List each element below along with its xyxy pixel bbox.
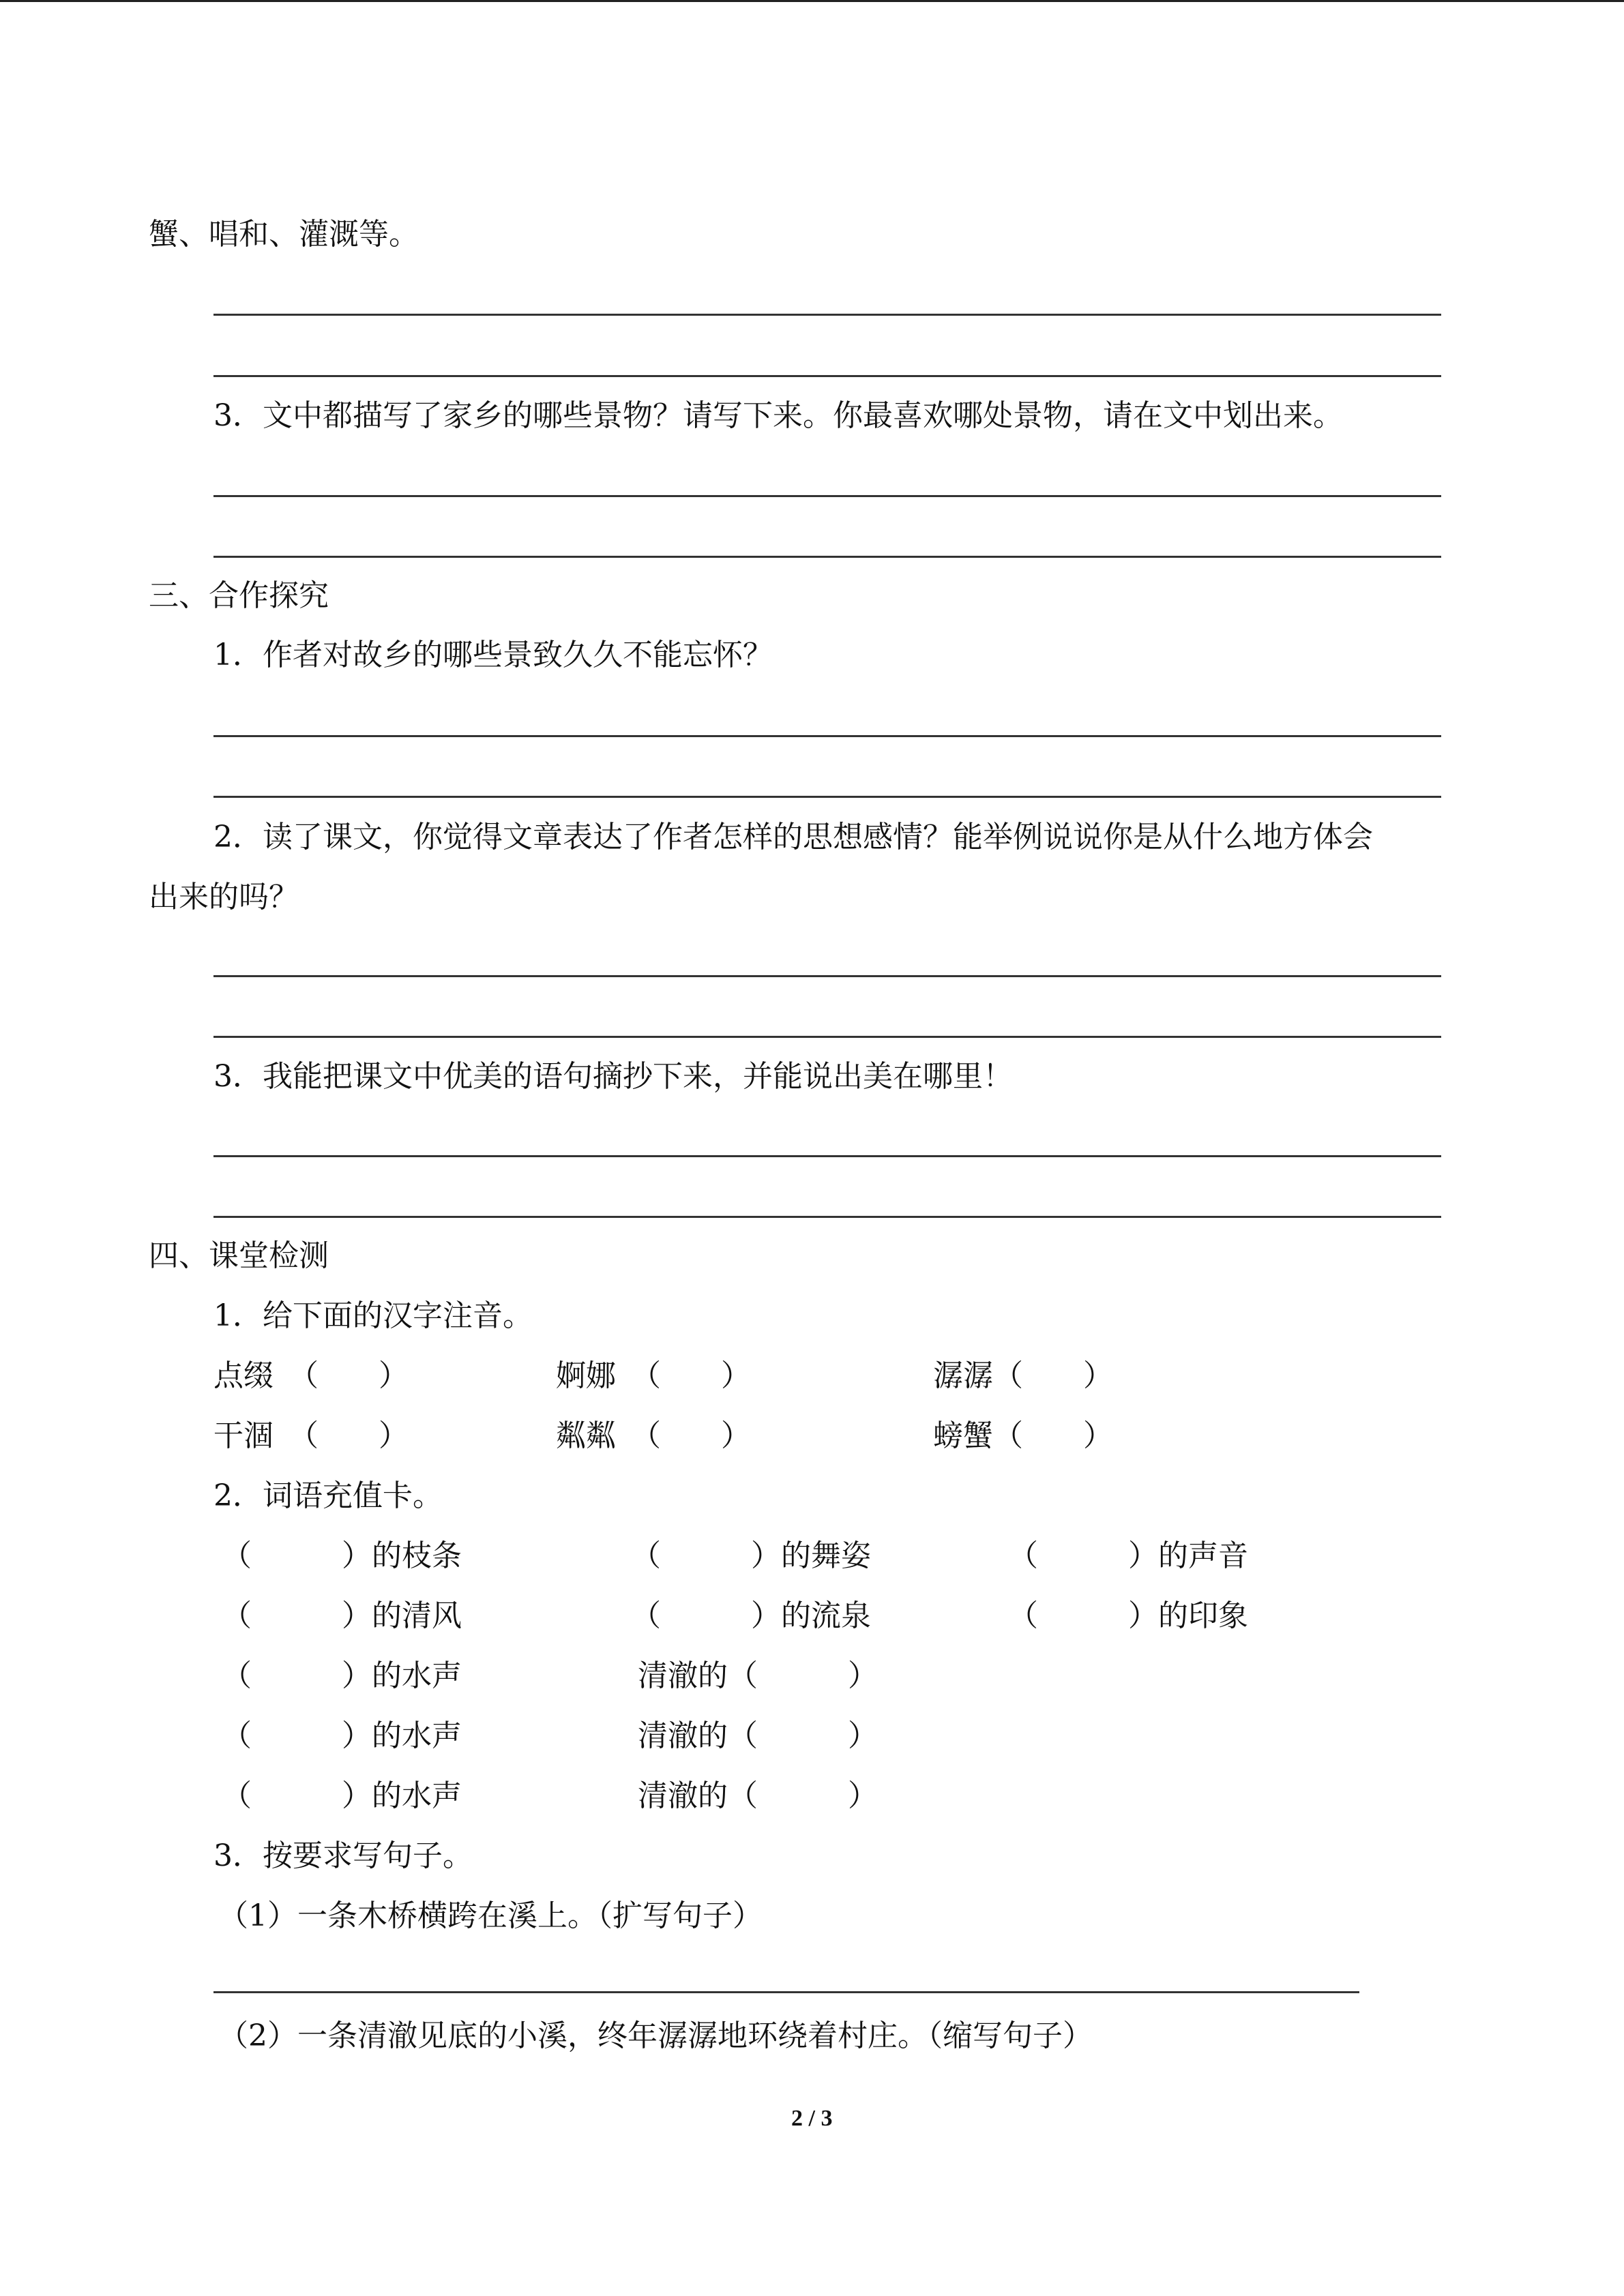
section-4-question-2: 2．词语充值卡。 xyxy=(213,1478,443,1513)
pinyin-item[interactable]: 婀娜 （ ） xyxy=(556,1358,751,1393)
section-3-title: 三、合作探究 xyxy=(149,578,329,613)
pinyin-item[interactable]: 螃蟹（ ） xyxy=(933,1418,1113,1453)
answer-line[interactable] xyxy=(213,1036,1441,1038)
section-3-question-3: 3．我能把课文中优美的语句摘抄下来，并能说出美在哪里！ xyxy=(213,1059,1013,1094)
word-item[interactable]: （ ）的流泉 xyxy=(631,1598,871,1633)
answer-line[interactable] xyxy=(213,1991,1359,1993)
section-4-question-1: 1．给下面的汉字注音。 xyxy=(213,1298,533,1333)
question-2-3: 3．文中都描写了家乡的哪些景物？请写下来。你最喜欢哪处景物，请在文中划出来。 xyxy=(213,398,1343,433)
answer-line[interactable] xyxy=(213,375,1441,377)
page-top-border xyxy=(0,0,1624,2)
word-item[interactable]: （ ）的水声 xyxy=(222,1718,462,1753)
continuation-text: 蟹、唱和、灌溉等。 xyxy=(149,217,419,252)
section-3-question-1: 1．作者对故乡的哪些景致久久不能忘怀？ xyxy=(213,638,773,672)
word-item[interactable]: 清澈的（ ） xyxy=(638,1718,878,1753)
answer-line[interactable] xyxy=(213,556,1441,558)
pinyin-item[interactable]: 粼粼 （ ） xyxy=(556,1418,751,1453)
word-item[interactable]: 清澈的（ ） xyxy=(638,1778,878,1813)
sentence-task-1: （1）一条木桥横跨在溪上。（扩写句子） xyxy=(218,1898,763,1933)
word-item[interactable]: （ ）的舞姿 xyxy=(631,1538,871,1573)
word-item[interactable]: 清澈的（ ） xyxy=(638,1658,878,1693)
word-item[interactable]: （ ）的水声 xyxy=(222,1778,462,1813)
section-3-question-2-cont: 出来的吗？ xyxy=(149,880,299,914)
answer-line[interactable] xyxy=(213,796,1441,798)
word-item[interactable]: （ ）的印象 xyxy=(1008,1598,1248,1633)
word-item[interactable]: （ ）的枝条 xyxy=(222,1538,462,1573)
section-3-question-2: 2．读了课文，你觉得文章表达了作者怎样的思想感情？能举例说说你是从什么地方体会 xyxy=(213,820,1373,854)
word-item[interactable]: （ ）的清风 xyxy=(222,1598,462,1633)
word-item[interactable]: （ ）的声音 xyxy=(1008,1538,1248,1573)
word-item[interactable]: （ ）的水声 xyxy=(222,1658,462,1693)
section-4-title: 四、课堂检测 xyxy=(149,1238,329,1273)
answer-line[interactable] xyxy=(213,1216,1441,1218)
answer-line[interactable] xyxy=(213,495,1441,497)
pinyin-item[interactable]: 干涸 （ ） xyxy=(213,1418,409,1453)
answer-line[interactable] xyxy=(213,975,1441,977)
pinyin-item[interactable]: 潺潺（ ） xyxy=(933,1358,1113,1393)
answer-line[interactable] xyxy=(213,735,1441,737)
page-number: 2 / 3 xyxy=(791,2106,833,2131)
pinyin-item[interactable]: 点缀 （ ） xyxy=(213,1358,409,1393)
answer-line[interactable] xyxy=(213,314,1441,316)
answer-line[interactable] xyxy=(213,1155,1441,1157)
section-4-question-3: 3．按要求写句子。 xyxy=(213,1838,473,1873)
sentence-task-2: （2）一条清澈见底的小溪，终年潺潺地环绕着村庄。（缩写句子） xyxy=(218,2018,1093,2053)
